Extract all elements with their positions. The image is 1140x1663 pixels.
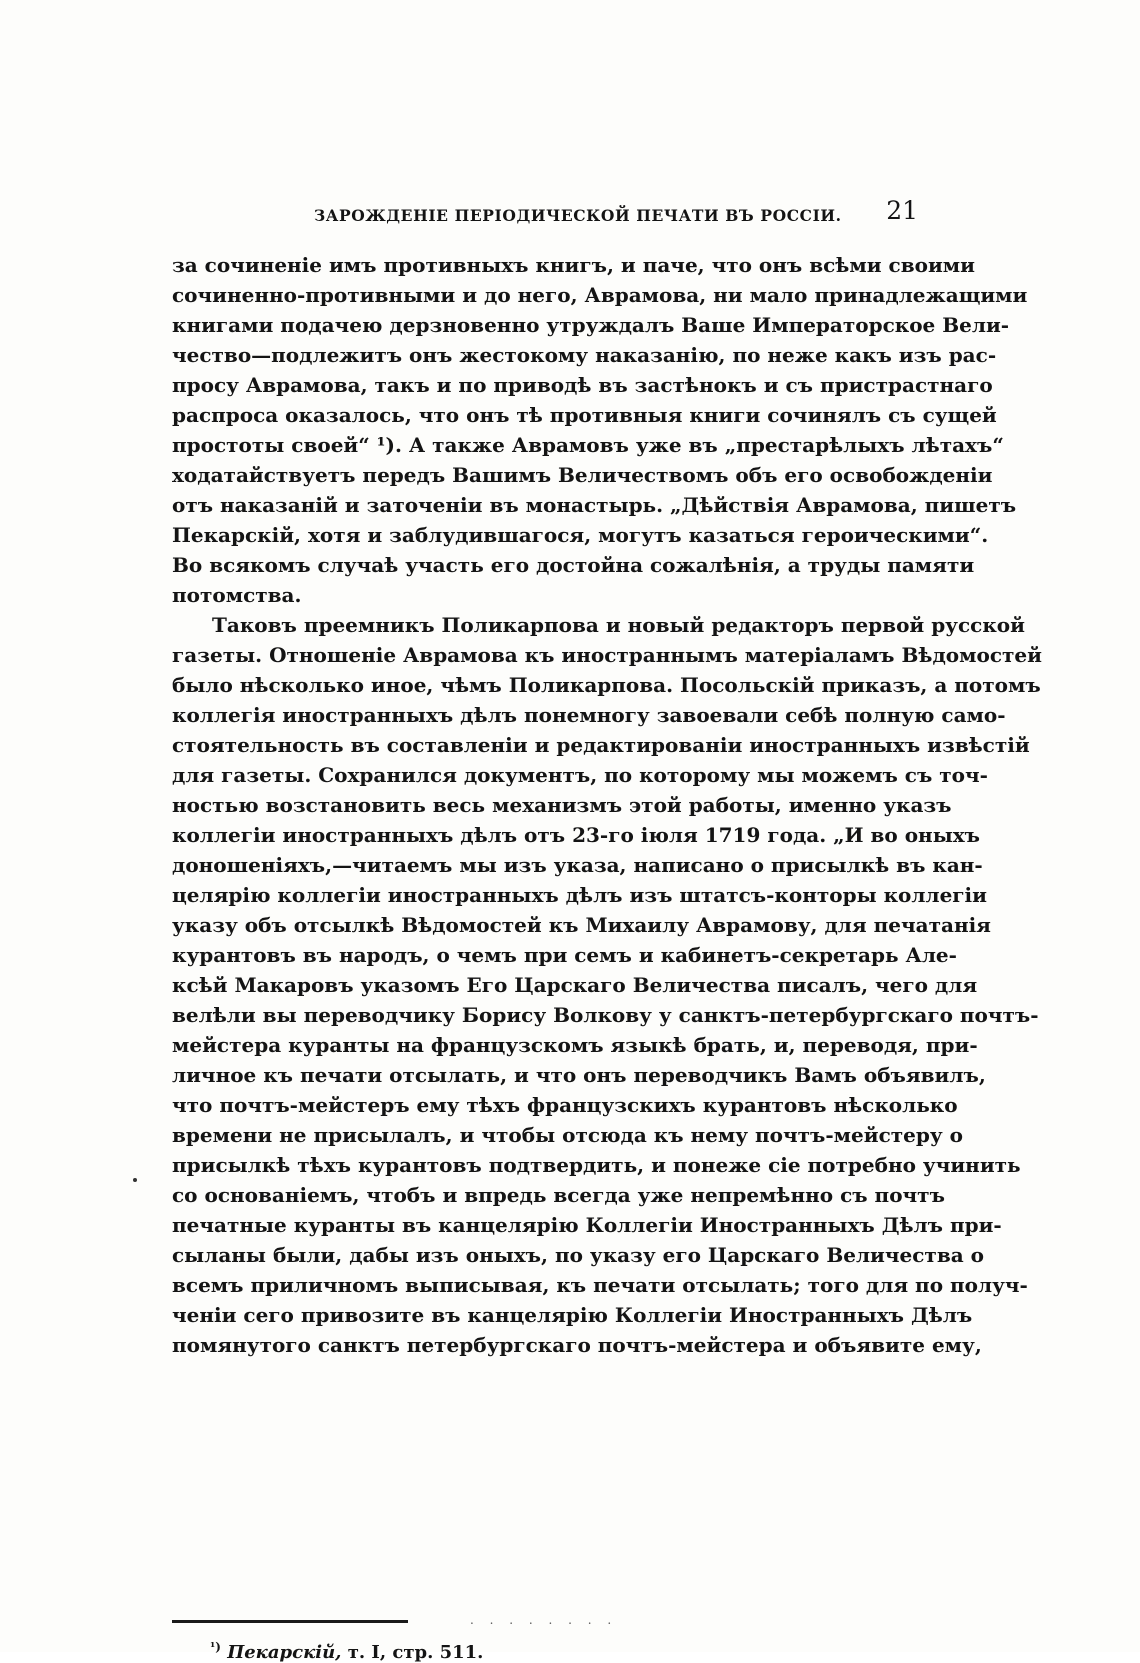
- text-line: помянутого санктъ петербургскаго почтъ-мейстера и объявите ему,: [172, 1333, 982, 1357]
- text-line: велѣли вы переводчику Борису Волкову у санктъ-петербургскаго почтъ-: [172, 1003, 1039, 1027]
- footnote-rule: [172, 1620, 408, 1623]
- text-line: ходатайствуетъ передъ Вашимъ Величествомъ объ его освобожденіи: [172, 463, 993, 487]
- text-line: печатные куранты въ канцелярію Коллегіи Иностранныхъ Дѣлъ при-: [172, 1213, 1002, 1237]
- text-line: курантовъ въ народъ, о чемъ при семъ и кабинетъ-секретарь Але-: [172, 943, 957, 967]
- text-line: простоты своей“ ¹). А также Аврамовъ уже въ „престарѣлыхъ лѣтахъ“: [172, 433, 1004, 457]
- text-line: ностью возстановить весь механизмъ этой работы, именно указъ: [172, 793, 952, 817]
- page-number: 21: [886, 196, 918, 225]
- text-line: потомства.: [172, 583, 302, 607]
- page-header: [172, 196, 922, 236]
- text-line: со основаніемъ, чтобъ и впредь всегда уже непремѣнно съ почтъ: [172, 1183, 945, 1207]
- text-line: книгами подачею дерзновенно утруждалъ Ваше Императорское Вели-: [172, 313, 1010, 337]
- footnote-reference: т. I, стр. 511.: [347, 1642, 484, 1663]
- text-line: времени не присылалъ, и чтобы отсюда къ нему почтъ-мейстеру о: [172, 1123, 963, 1147]
- text-line: мейстера куранты на французскомъ языкѣ брать, и, переводя, при-: [172, 1033, 978, 1057]
- text-line: сочиненно-противными и до него, Аврамова, ни мало принадлежащими: [172, 283, 1028, 307]
- text-line: для газеты. Сохранился документъ, по которому мы можемъ съ точ-: [172, 763, 988, 787]
- footnote-mark: ¹): [210, 1640, 221, 1654]
- text-line: сыланы были, дабы изъ оныхъ, по указу его Царскаго Величества о: [172, 1243, 984, 1267]
- text-line: ченіи сего привозите въ канцелярію Коллегіи Иностранныхъ Дѣлъ: [172, 1303, 973, 1327]
- text-line: Во всякомъ случаѣ участь его достойна сожалѣнія, а труды памяти: [172, 553, 975, 577]
- text-line: коллегіи иностранныхъ дѣлъ отъ 23-го іюля 1719 года. „И во оныхъ: [172, 823, 981, 847]
- body-text: [172, 250, 1042, 1360]
- text-line: ксѣй Макаровъ указомъ Его Царскаго Величества писалъ, чего для: [172, 973, 978, 997]
- text-line: доношеніяхъ,—читаемъ мы изъ указа, написано о присылкѣ въ кан-: [172, 853, 983, 877]
- text-line: было нѣсколько иное, чѣмъ Поликарпова. Посольскій приказъ, а потомъ: [172, 673, 1041, 697]
- text-line: стоятельность въ составленіи и редактированіи иностранныхъ извѣстій: [172, 733, 1030, 757]
- paragraph-first-line: Таковъ преемникъ Поликарпова и новый редакторъ первой русской: [212, 613, 1025, 637]
- text-line: Пекарскій, хотя и заблудившагося, могутъ казаться героическими“.: [172, 523, 989, 547]
- text-line: за сочиненіе имъ противныхъ книгъ, и паче, что онъ всѣми своими: [172, 253, 975, 277]
- text-line: отъ наказаній и заточеніи въ монастырь. „Дѣйствія Аврамова, пишетъ: [172, 493, 1017, 517]
- text-line: чество—подлежитъ онъ жестокому наказанію, по неже какъ изъ рас-: [172, 343, 997, 367]
- text-line: просу Аврамова, такъ и по приводѣ въ застѣнокъ и съ пристрастнаго: [172, 373, 993, 397]
- text-line: присылкѣ тѣхъ курантовъ подтвердить, и понеже сіе потребно учинить: [172, 1153, 1021, 1177]
- running-title: ЗАРОЖДЕНІЕ ПЕРІОДИЧЕСКОЙ ПЕЧАТИ ВЪ РОССІИ.: [314, 206, 842, 225]
- text-line: всемъ приличномъ выписывая, къ печати отсылать; того для по получ-: [172, 1273, 1028, 1297]
- text-line: коллегія иностранныхъ дѣлъ понемногу завоевали себѣ полную само-: [172, 703, 1006, 727]
- footnote-author: Пекарскій,: [227, 1642, 342, 1663]
- text-line: газеты. Отношеніе Аврамова къ иностраннымъ матеріаламъ Вѣдомостей: [172, 643, 1042, 667]
- text-line: распроса оказалось, что онъ тѣ противныя книги сочинялъ съ сущей: [172, 403, 997, 427]
- margin-mark: [133, 1178, 137, 1182]
- text-line: личное къ печати отсылать, и что онъ переводчикъ Вамъ объявилъ,: [172, 1063, 986, 1087]
- footnote-rule-dots: . . . . . . . .: [470, 1613, 618, 1627]
- text-line: указу объ отсылкѣ Вѣдомостей къ Михаилу Аврамову, для печатанія: [172, 913, 991, 937]
- text-line: целярію коллегіи иностранныхъ дѣлъ изъ штатсъ-конторы коллегіи: [172, 883, 987, 907]
- text-line: что почтъ-мейстеръ ему тѣхъ французскихъ курантовъ нѣсколько: [172, 1093, 958, 1117]
- footnote: [210, 1640, 483, 1663]
